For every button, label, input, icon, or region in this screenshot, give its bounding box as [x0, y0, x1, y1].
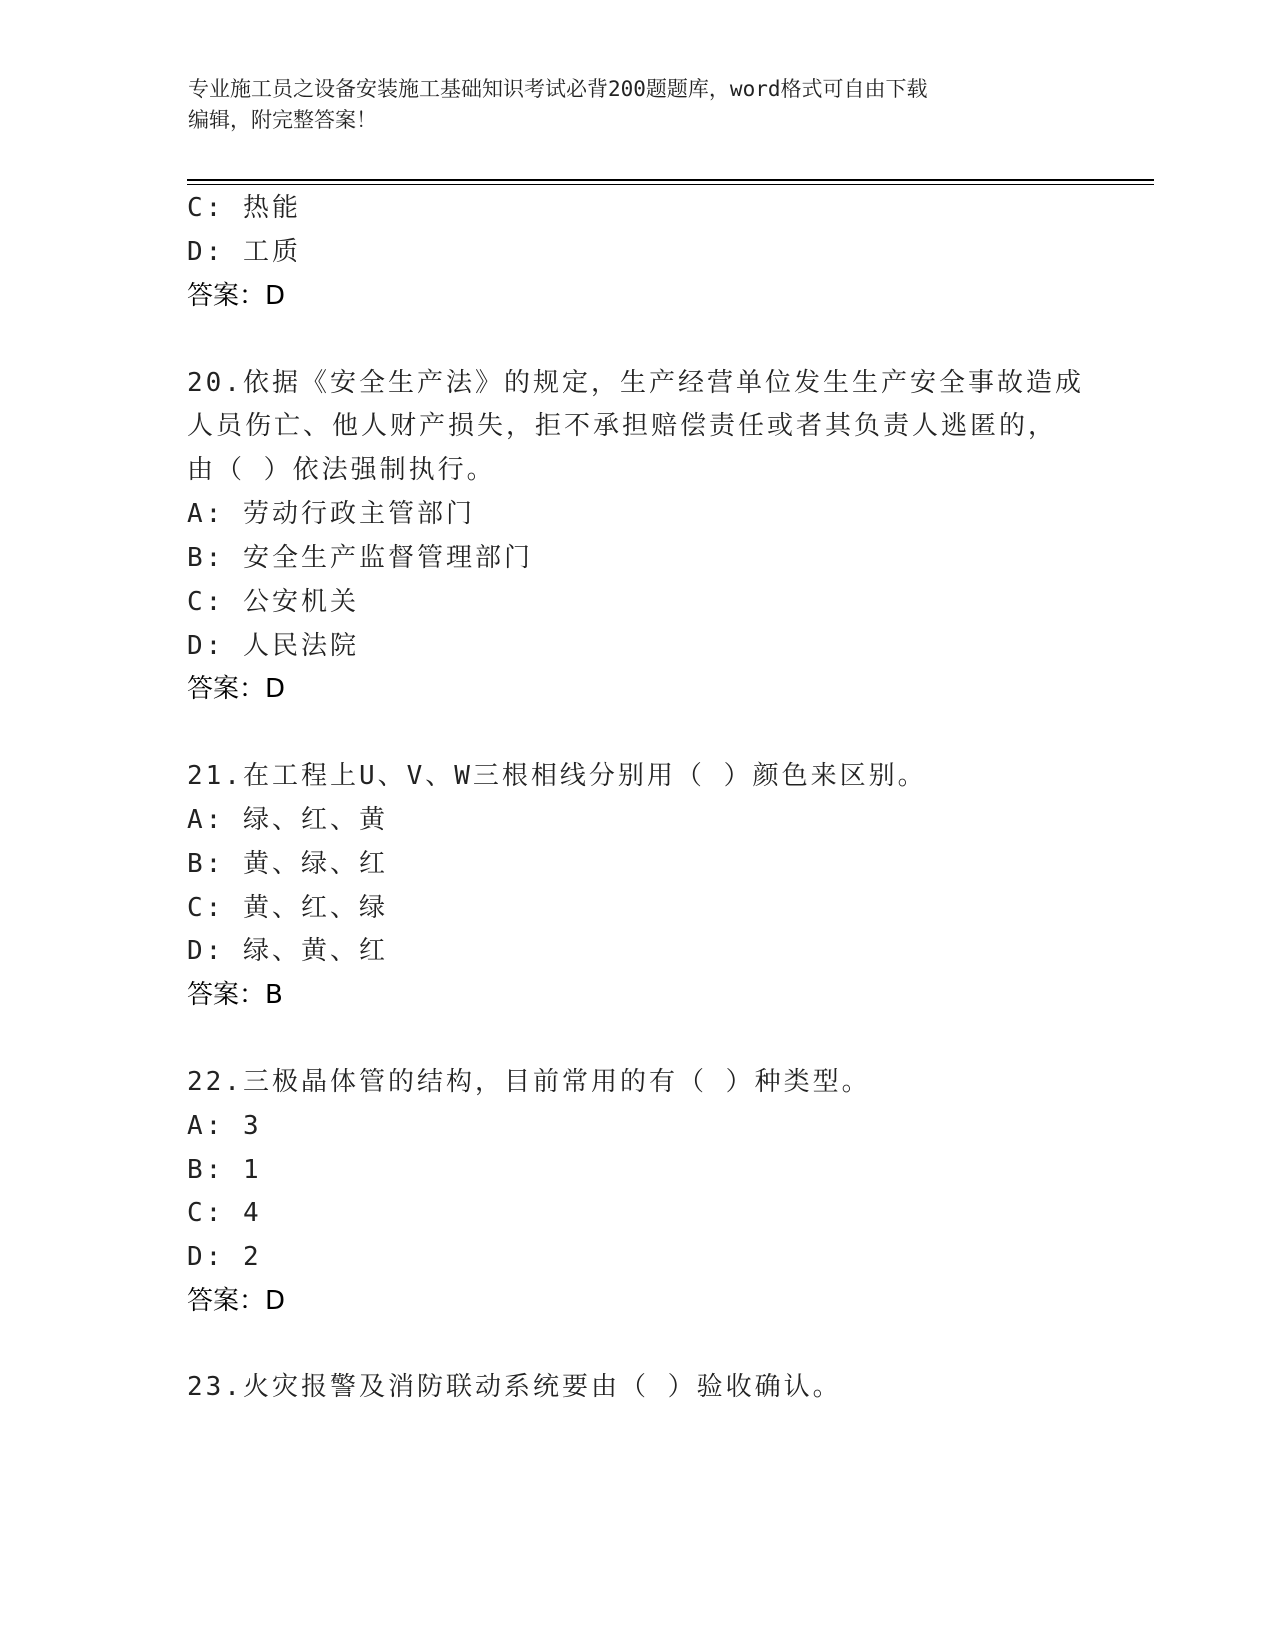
header-line-1: 专业施工员之设备安装施工基础知识考试必背200题题库，word格式可自由下载	[188, 77, 928, 101]
q20-stem-line-3: 由（ ）依法强制执行。	[187, 455, 496, 485]
q20-stem-line-2: 人员伤亡、他人财产损失，拒不承担赔偿责任或者其负责人逃匿的，	[187, 411, 1058, 441]
q20-option-d: D: 人民法院	[187, 631, 359, 661]
q20-option-c: C: 公安机关	[187, 587, 359, 617]
q21-stem: 21.在工程上U、V、W三根相线分别用（ ）颜色来区别。	[187, 761, 927, 791]
q22-option-c: C: 4	[187, 1198, 262, 1228]
q21-option-d: D: 绿、黄、红	[187, 936, 388, 966]
header-divider-thin	[187, 184, 1154, 185]
q22-option-b: B: 1	[187, 1155, 262, 1185]
q21-option-a: A: 绿、红、黄	[187, 805, 388, 835]
q20-option-b: B: 安全生产监督管理部门	[187, 543, 533, 573]
q21-option-b: B: 黄、绿、红	[187, 849, 388, 879]
q22-option-d: D: 2	[187, 1242, 262, 1272]
q23-stem: 23.火灾报警及消防联动系统要由（ ）验收确认。	[187, 1372, 842, 1402]
q22-stem: 22.三极晶体管的结构，目前常用的有（ ）种类型。	[187, 1067, 871, 1097]
header-divider-thick	[187, 179, 1154, 181]
q19-answer: 答案：D	[187, 281, 286, 311]
q19-option-c: C: 热能	[187, 193, 301, 223]
header-line-2: 编辑，附完整答案！	[188, 108, 377, 132]
document-header	[188, 74, 1088, 136]
q21-answer: 答案：B	[187, 980, 283, 1010]
q21-option-c: C: 黄、红、绿	[187, 893, 388, 923]
q20-stem-line-1: 20.依据《安全生产法》的规定，生产经营单位发生生产安全事故造成	[187, 368, 1084, 398]
q22-answer: 答案：D	[187, 1286, 286, 1316]
q20-answer: 答案：D	[187, 674, 286, 704]
q20-option-a: A: 劳动行政主管部门	[187, 499, 475, 529]
q19-option-d: D: 工质	[187, 237, 301, 267]
q22-option-a: A: 3	[187, 1111, 262, 1141]
